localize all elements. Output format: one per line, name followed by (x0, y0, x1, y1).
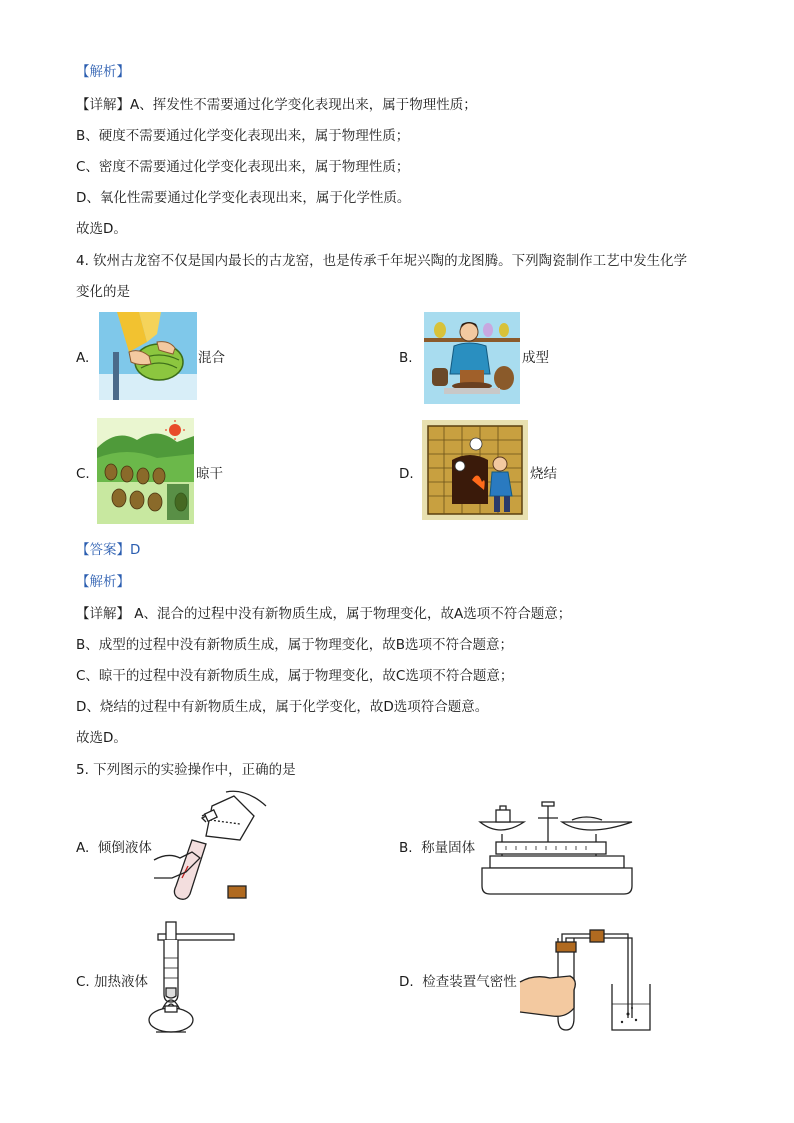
pouring-liquid-icon (150, 786, 270, 904)
detail-b: B、硬度不需要通过化学变化表现出来，属于物理性质； (76, 128, 410, 144)
choice: 故选D。 (76, 221, 127, 237)
answer: 【答案】D (76, 542, 141, 558)
detail-a: 【详解】A、挥发性不需要通过化学变化表现出来，属于物理性质； (76, 97, 477, 113)
option-d-letter-2[interactable] (399, 972, 517, 992)
option-b-label: 成型 (522, 350, 549, 366)
option-b-letter-2[interactable] (399, 838, 475, 858)
option-a-letter-2[interactable] (76, 838, 152, 858)
analysis-heading-2: 【解析】 (76, 574, 130, 590)
option-label: 加热液体 (94, 974, 149, 990)
option-a-label: 混合 (198, 350, 225, 366)
kiln-firing-icon (422, 420, 528, 520)
question-4-stem-cont: 变化的是 (76, 284, 130, 300)
option-c-label: 晾干 (196, 466, 223, 482)
choice-2: 故选D。 (76, 730, 127, 746)
balance-scale-icon (476, 794, 638, 900)
option-d-label: 烧结 (530, 466, 557, 482)
option-letter: A. (76, 840, 90, 856)
pottery-wheel-icon (424, 312, 520, 404)
option-label: 检查装置气密性 (422, 974, 517, 990)
sun-drying-pots-icon (97, 418, 194, 524)
detail-c-2: C、晾干的过程中没有新物质生成，属于物理变化，故C选项不符合题意； (76, 668, 514, 684)
option-label: 倾倒液体 (97, 840, 152, 856)
analysis-heading: 【解析】 (76, 64, 130, 80)
option-letter: D. (399, 974, 414, 990)
option-c-letter-2[interactable] (76, 972, 148, 992)
option-d-letter[interactable]: D. (399, 466, 414, 482)
option-c-letter[interactable]: C. (76, 466, 90, 482)
option-letter: B. (399, 840, 413, 856)
detail-d: D、氧化性需要通过化学变化表现出来，属于化学性质。 (76, 190, 411, 206)
heating-test-tube-icon (148, 918, 238, 1046)
detail-a-2: 【详解】 A、混合的过程中没有新物质生成，属于物理变化，故A选项不符合题意； (76, 606, 572, 622)
detail-c: C、密度不需要通过化学变化表现出来，属于物理性质； (76, 159, 410, 175)
option-label: 称量固体 (421, 840, 476, 856)
option-a-letter[interactable]: A. (76, 350, 90, 366)
question-4-stem: 4. 钦州古龙窑不仅是国内最长的古龙窑，也是传承千年坭兴陶的龙图腾。下列陶瓷制作工艺中发生化学 (76, 253, 688, 269)
airtightness-check-icon (518, 928, 668, 1034)
option-b-letter[interactable]: B. (399, 350, 413, 366)
detail-d-2: D、烧结的过程中有新物质生成，属于化学变化，故D选项符合题意。 (76, 699, 489, 715)
option-letter: C. (76, 974, 90, 990)
question-5-stem: 5. 下列图示的实验操作中，正确的是 (76, 762, 296, 778)
detail-b-2: B、成型的过程中没有新物质生成，属于物理变化，故B选项不符合题意； (76, 637, 514, 653)
mixing-clay-icon (99, 312, 197, 400)
